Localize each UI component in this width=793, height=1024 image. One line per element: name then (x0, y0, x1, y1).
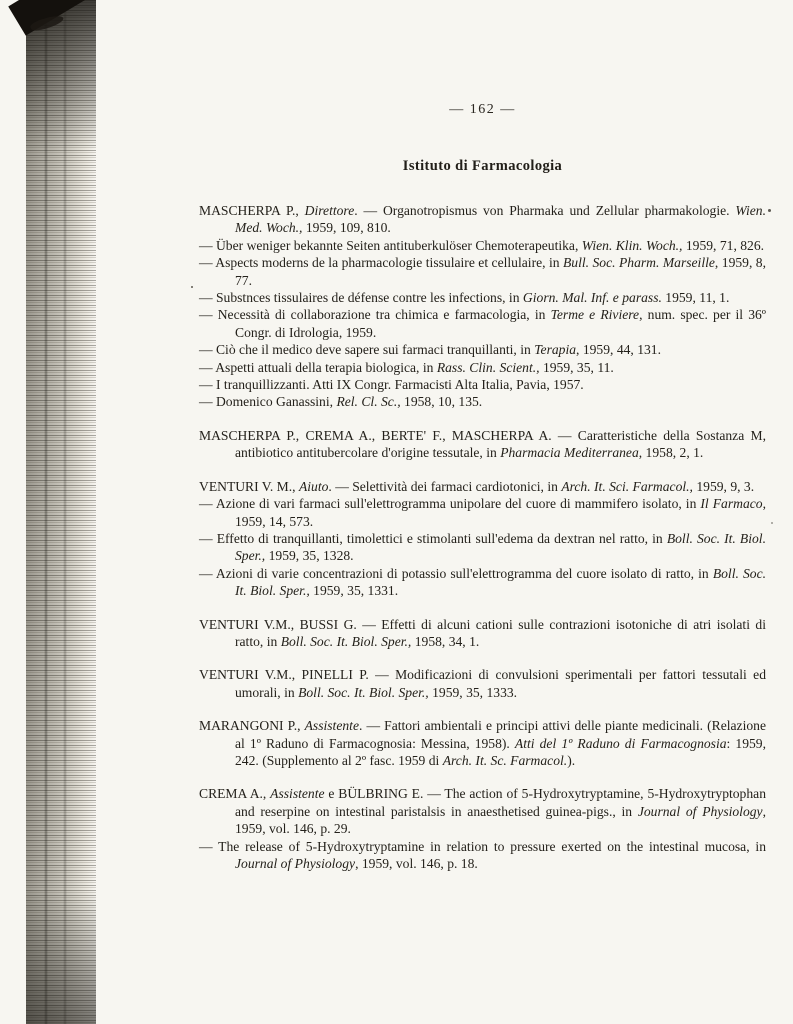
entry-text: MASCHERPA P., CREMA A., BERTE' F., MASCHERPA A. — Caratteristiche della Sostanza M, antibiotico antitubercolare d'origine tessutale, in (199, 427, 766, 461)
journal-title-text: Journal of Physiology (235, 856, 356, 871)
entry-text: — Substnces tissulaires de défense contre les infections, in (199, 290, 523, 306)
entry-text: , 1959, 8, 77. (235, 255, 766, 288)
bibliography-entry (199, 495, 766, 530)
entry-text: — I tranquillizzanti. Atti IX Congr. Farmacisti Alta Italia, Pavia, 1957. (199, 377, 584, 393)
journal-title-text: Atti del 1º Raduno di Farmacognosia (514, 735, 727, 751)
entry-text: . — Organotropismus von Pharmaka und Zellular pharmakologie. (354, 203, 736, 218)
bibliography-entry (199, 565, 766, 600)
entry-text: MARANGONI P., (199, 718, 305, 734)
journal-title-text: Arch. It. Sc. Farmacol. (442, 752, 568, 768)
page-number: — 162 — (449, 102, 516, 117)
entry-block (199, 785, 766, 872)
bibliography-entry (199, 237, 766, 254)
bibliography-entry (199, 254, 766, 289)
bibliography-entry (199, 666, 766, 701)
entry-text: MASCHERPA P., (199, 203, 305, 218)
bibliography-entry (199, 202, 766, 237)
entry-text: — Effetto di tranquillanti, timolettici e stimolanti sull'edema da dextran nel ratto, in (199, 530, 667, 546)
entry-text: , 1959, 14, 573. (235, 496, 766, 529)
journal-title-text: Arch. It. Sci. Farmacol., (561, 478, 693, 494)
journal-title-text: Wien. Klin. Woch., (581, 237, 683, 253)
bibliography-entry (199, 785, 766, 837)
entry-text: VENTURI V.M., PINELLI P. — Modificazioni di convulsioni sperimentali per fattori tessutali ed umorali, in (199, 667, 766, 700)
entry-block (199, 427, 766, 462)
entry-text: — Domenico Ganassini, (199, 394, 337, 410)
page-content (199, 0, 766, 888)
journal-title-text: Assistente (304, 718, 359, 734)
entry-text: 1959, 71, 826. (682, 237, 765, 253)
bibliography (199, 202, 766, 872)
journal-title-text: Giorn. Mal. Inf. e parass. (522, 290, 662, 306)
journal-title-text: Direttore (304, 203, 355, 218)
bibliography-entry (199, 427, 766, 462)
journal-title-text: Rel. Cl. Sc., (336, 394, 401, 410)
journal-title-text: Journal of Physiology (637, 803, 763, 819)
entry-text: — Aspetti attuali della terapia biologica, in (199, 359, 437, 375)
entry-text: 1959, 109, 810. (302, 220, 391, 236)
entry-block (199, 717, 766, 769)
section-heading: Istituto di Farmacologia (402, 158, 563, 174)
entry-text: — Azione di vari farmaci sull'elettrogramma unipolare del cuore di mammifero isolato, in (199, 496, 701, 512)
journal-title-text: Il Farmaco (700, 496, 763, 512)
bibliography-entry (199, 289, 766, 306)
journal-title-text: Boll. Soc. It. Biol. Sper., (280, 633, 412, 649)
entry-text: — Necessità di collaborazione tra chimica e farmacologia, in (199, 307, 551, 323)
entry-text: , 1959, vol. 146, p. 18. (355, 856, 478, 871)
entry-block (199, 478, 766, 600)
entry-text: . — Selettività dei farmaci cardiotonici, in (328, 478, 562, 494)
bibliography-entry (199, 530, 766, 565)
entry-text: , num. spec. per il 36º Congr. di Idrologia, 1959. (235, 307, 767, 340)
entry-text: : 1959, 242. (Supplemento al 2º fasc. 1959 di (235, 735, 766, 768)
entry-text: 1959, 9, 3. (692, 478, 755, 494)
entry-text: e BÜLBRING E. — The action of 5-Hydroxytryptamine, 5-Hydroxytryptophan and reserpine on intestinal paristalsis in anaesthetised guinea-pigs., in (235, 786, 766, 819)
journal-title-text: Rass. Clin. Scient., (436, 359, 540, 375)
journal-title-text: Terapia (534, 342, 577, 358)
entry-text: 1959, 35, 1328. (265, 548, 354, 564)
entry-text: — Über weniger bekannte Seiten antituberkulöser Chemoterapeutika, (199, 237, 582, 253)
entry-text: 1958, 10, 135. (400, 394, 483, 410)
scan-speckle (771, 522, 773, 524)
entry-text: 1958, 34, 1. (411, 633, 480, 649)
journal-title-text: Wien. Med. Woch., (235, 203, 766, 236)
entry-text: 1959, 35, 1331. (309, 583, 399, 599)
entry-text: , 1959, vol. 146, p. 29. (235, 803, 766, 837)
bibliography-entry (199, 717, 766, 769)
journal-title-text: Terme e Riviere (550, 307, 640, 323)
scan-speckle (768, 209, 771, 212)
bibliography-entry (199, 306, 766, 341)
entry-text: 1959, 35, 11. (539, 359, 614, 375)
binding-crease (63, 0, 67, 1024)
binding-crease (44, 0, 48, 1024)
entry-text: — Ciò che il medico deve sapere sui farmaci tranquillanti, in (199, 342, 535, 358)
entry-text: — The release of 5-Hydroxytryptamine in relation to pressure exerted on the intestinal mucosa, in (199, 838, 766, 854)
journal-title-text: Boll. Soc. It. Biol. Sper., (235, 565, 766, 599)
journal-title-text: Boll. Soc. It. Biol. Sper., (235, 530, 766, 564)
bibliography-entry (199, 838, 766, 873)
book-binding (26, 0, 96, 1024)
entry-block (199, 666, 766, 701)
journal-title-text: Aiuto (298, 478, 329, 494)
entry-text: , 1958, 2, 1. (638, 445, 704, 461)
journal-title-text: Assistente (270, 786, 325, 802)
journal-title-text: Boll. Soc. It. Biol. Sper., (298, 684, 429, 700)
journal-title-text: Bull. Soc. Pharm. Marseille (563, 255, 715, 271)
bibliography-entry (199, 359, 766, 376)
entry-text: — Aspects moderns de la pharmacologie tissulaire et cellulaire, in (199, 255, 563, 271)
bibliography-entry (199, 376, 766, 393)
entry-text: VENTURI V.M., BUSSI G. — Effetti di alcuni cationi sulle contrazioni isotoniche di atri isolati di ratto, in (199, 616, 766, 649)
bibliography-entry (199, 478, 766, 495)
entry-text: 1959, 11, 1. (661, 290, 730, 306)
entry-text: , 1959, 44, 131. (576, 342, 661, 358)
entry-text: ). (567, 752, 576, 768)
entry-text: . — Fattori ambientali e principi attivi delle piante medicinali. (Relazione al 1º Raduno di Farmacognosia: Messina, 1958). (235, 718, 766, 751)
entry-text: 1959, 35, 1333. (428, 684, 518, 700)
entry-block (199, 202, 766, 411)
bibliography-entry (199, 341, 766, 358)
entry-block (199, 616, 766, 651)
journal-title-text: Pharmacia Mediterranea (500, 445, 639, 461)
scan-speckle (191, 286, 193, 288)
entry-text: VENTURI V. M., (199, 478, 299, 494)
entry-text: — Azioni di varie concentrazioni di potassio sull'elettrogramma del cuore isolato di ratto, in (199, 565, 713, 581)
bibliography-entry (199, 616, 766, 651)
bibliography-entry (199, 393, 766, 410)
entry-text: CREMA A., (199, 786, 271, 802)
